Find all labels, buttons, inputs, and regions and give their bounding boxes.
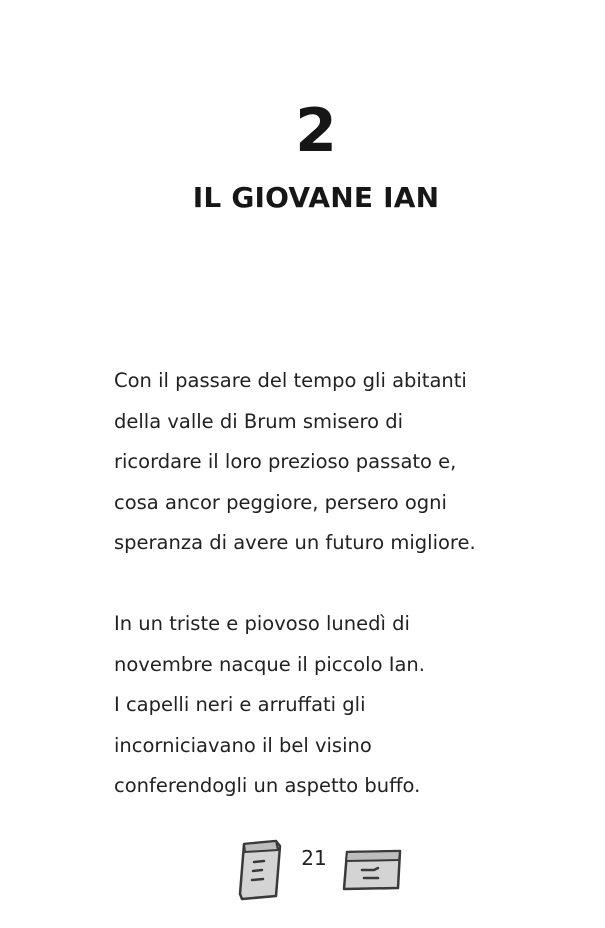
paper-scroll-icon <box>236 838 284 902</box>
paragraph-line: della valle di Brum smisero di <box>114 409 404 433</box>
paragraph-line: novembre nacque il piccolo Ian. <box>114 652 425 676</box>
paragraph-line: incorniciavano il bel visino <box>114 733 372 757</box>
paragraph-line: ricordare il loro prezioso passato e, <box>114 450 457 474</box>
page-number: 21 <box>301 846 327 870</box>
paragraph-line: conferendogli un aspetto buffo. <box>114 774 421 798</box>
paragraph-line: In un triste e piovoso lunedì di <box>114 612 410 635</box>
page-footer <box>0 838 605 908</box>
paragraph-line: cosa ancor peggiore, persero ogni <box>114 490 447 514</box>
paragraph-line: I capelli neri e arruffati gli <box>114 693 366 717</box>
paragraph <box>114 361 584 564</box>
paragraph <box>114 604 584 807</box>
chapter-number: 2 <box>295 96 337 166</box>
paper-note-icon <box>340 848 404 892</box>
paragraph-line: Con il passare del tempo gli abitanti <box>114 369 467 392</box>
chapter-title: IL GIOVANE IAN <box>192 181 440 214</box>
paragraph-line: speranza di avere un futuro migliore. <box>114 531 476 555</box>
